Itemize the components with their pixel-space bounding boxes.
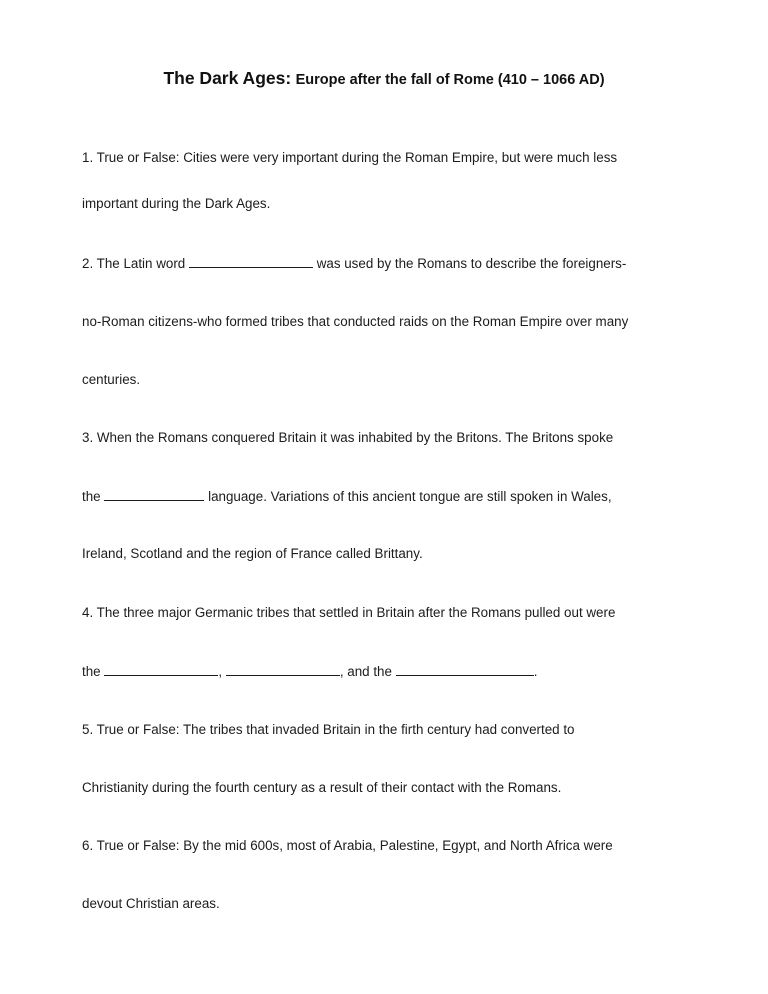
question-2-line-1 — [82, 255, 722, 272]
question-4-line-2 — [82, 663, 722, 680]
question-6-line-2: devout Christian areas. — [82, 896, 220, 911]
question-2-line-2: no-Roman citizens-who formed tribes that conducted raids on the Roman Empire over many — [82, 314, 629, 329]
question-1-line-1: 1. True or False: Cities were very important during the Roman Empire, but were much less — [82, 150, 618, 165]
question-3-line-1: 3. When the Romans conquered Britain it was inhabited by the Britons. The Britons spoke — [82, 430, 614, 445]
question-4-line-1: 4. The three major Germanic tribes that settled in Britain after the Romans pulled out were — [82, 605, 616, 620]
question-4-period: . — [533, 664, 538, 679]
answer-blank-tribe-1[interactable] — [104, 663, 218, 676]
answer-blank-tribe-3[interactable] — [396, 663, 534, 676]
question-1-line-2: important during the Dark Ages. — [82, 196, 271, 211]
title-subtitle: Europe after the fall of Rome (410 – 1066 AD) — [295, 72, 605, 88]
question-2-line-3: centuries. — [82, 372, 141, 387]
page-title — [0, 68, 768, 89]
question-4-text-and-the: , and the — [339, 664, 392, 679]
question-5-line-1: 5. True or False: The tribes that invaded Britain in the firth century had converted to — [82, 722, 575, 737]
question-3-line-3: Ireland, Scotland and the region of France called Brittany. — [82, 546, 423, 561]
question-2-text-before-blank: 2. The Latin word — [82, 256, 186, 271]
answer-blank-latin-word[interactable] — [189, 255, 313, 268]
title-main: The Dark Ages: — [163, 68, 292, 88]
question-4-text-the: the — [82, 664, 101, 679]
question-5-line-2: Christianity during the fourth century as a result of their contact with the Romans. — [82, 780, 562, 795]
question-3-line-2 — [82, 488, 722, 505]
answer-blank-language[interactable] — [104, 488, 204, 501]
question-3-text-before-blank: the — [82, 489, 101, 504]
question-6-line-1: 6. True or False: By the mid 600s, most of Arabia, Palestine, Egypt, and North Africa were — [82, 838, 613, 853]
question-4-comma-1: , — [218, 664, 223, 679]
question-3-text-after-blank: language. Variations of this ancient tongue are still spoken in Wales, — [208, 489, 612, 504]
question-2-text-after-blank: was used by the Romans to describe the foreigners- — [316, 256, 627, 271]
answer-blank-tribe-2[interactable] — [226, 663, 340, 676]
